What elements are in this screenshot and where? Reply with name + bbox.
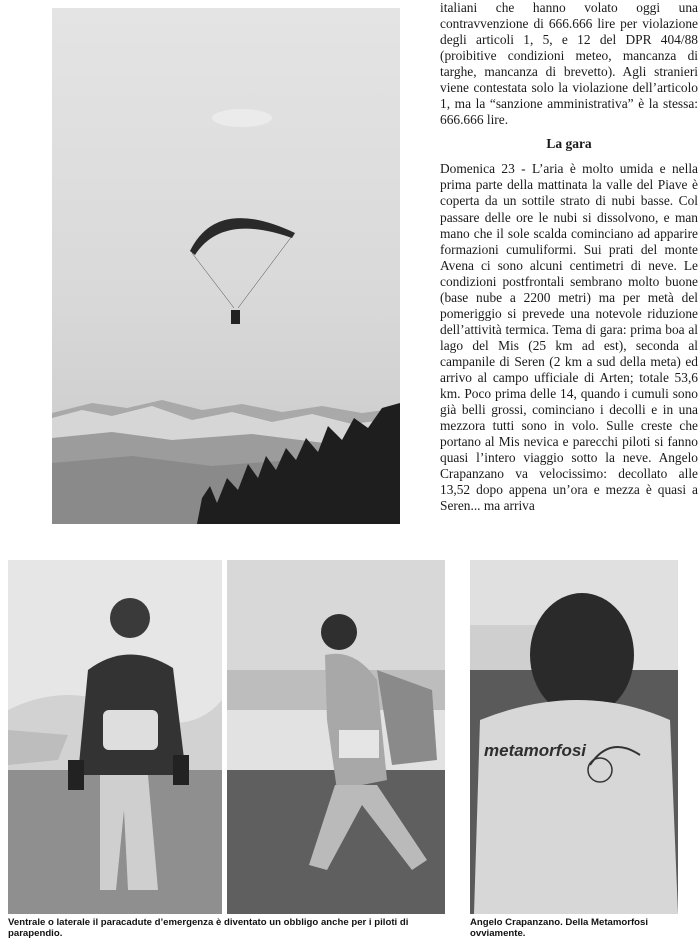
paragraph-race: Domenica 23 - L’aria è molto umida e nella prima parte della mattinata la valle del Piave è coperta da un sottile strato di nubi basse. Col passare delle ore le nubi si dissolvono, e man mano che il sole scalda cominciano ad apparire formazioni cumuliformi. Sui prati del monte Avena ci sono alcuni centimetri di neve. Le condizioni postfrontali sembrano molto buone (base nube a 2200 metri) ma per metà del pomeriggio si prevede una notevole riduzione dell’attività termica. Tema di gara: prima boa al lago del Mis (25 km ad est), seconda al campanile di Seren (2 km a sud della meta) ed arrivo al campo ufficiale di Arten; totale 53,6 km. Poco prima delle 14, quando i cumuli sono già belli grossi, cominciano i decolli e in una mezzora tutti sono in volo. Sulle creste che portano al Mis nevica e parecchi piloti si fanno quasi l’intero viaggio sotto la neve. Angelo Crapanzano va velocissimo: decollato alle 13,52 dopo appena un’ora e mezza è quasi a Seren... ma arriva: [440, 161, 698, 514]
caption-left: Ventrale o laterale il paracadute d’emergenza è diventato un obbligo anche per i piloti di parapendio.: [8, 917, 409, 939]
article-column: [440, 0, 698, 514]
pilot-walking-photo: [227, 560, 445, 914]
section-heading: La gara: [546, 136, 592, 152]
paragraph-intro: italiani che hanno volato oggi una contravvenzione di 666.666 lire per violazione degli articoli 1, 5, e 12 del DPR 404/88 (proibitive condizioni meteo, mancanza di targhe, mancanza di brevetto). Agli stranieri viene contestata solo la violazione dell’articolo 1, ma la “sanzione amministrativa” è la stessa: 666.666 lire.: [440, 0, 698, 128]
paraglider-photo: [52, 8, 400, 524]
shirt-print: metamorfosi: [484, 741, 587, 760]
angelo-crapanzano-photo: [470, 560, 678, 914]
caption-right: Angelo Crapanzano. Della Metamorfosi ovviamente.: [470, 917, 649, 939]
pilot-front-photo: [8, 560, 222, 914]
